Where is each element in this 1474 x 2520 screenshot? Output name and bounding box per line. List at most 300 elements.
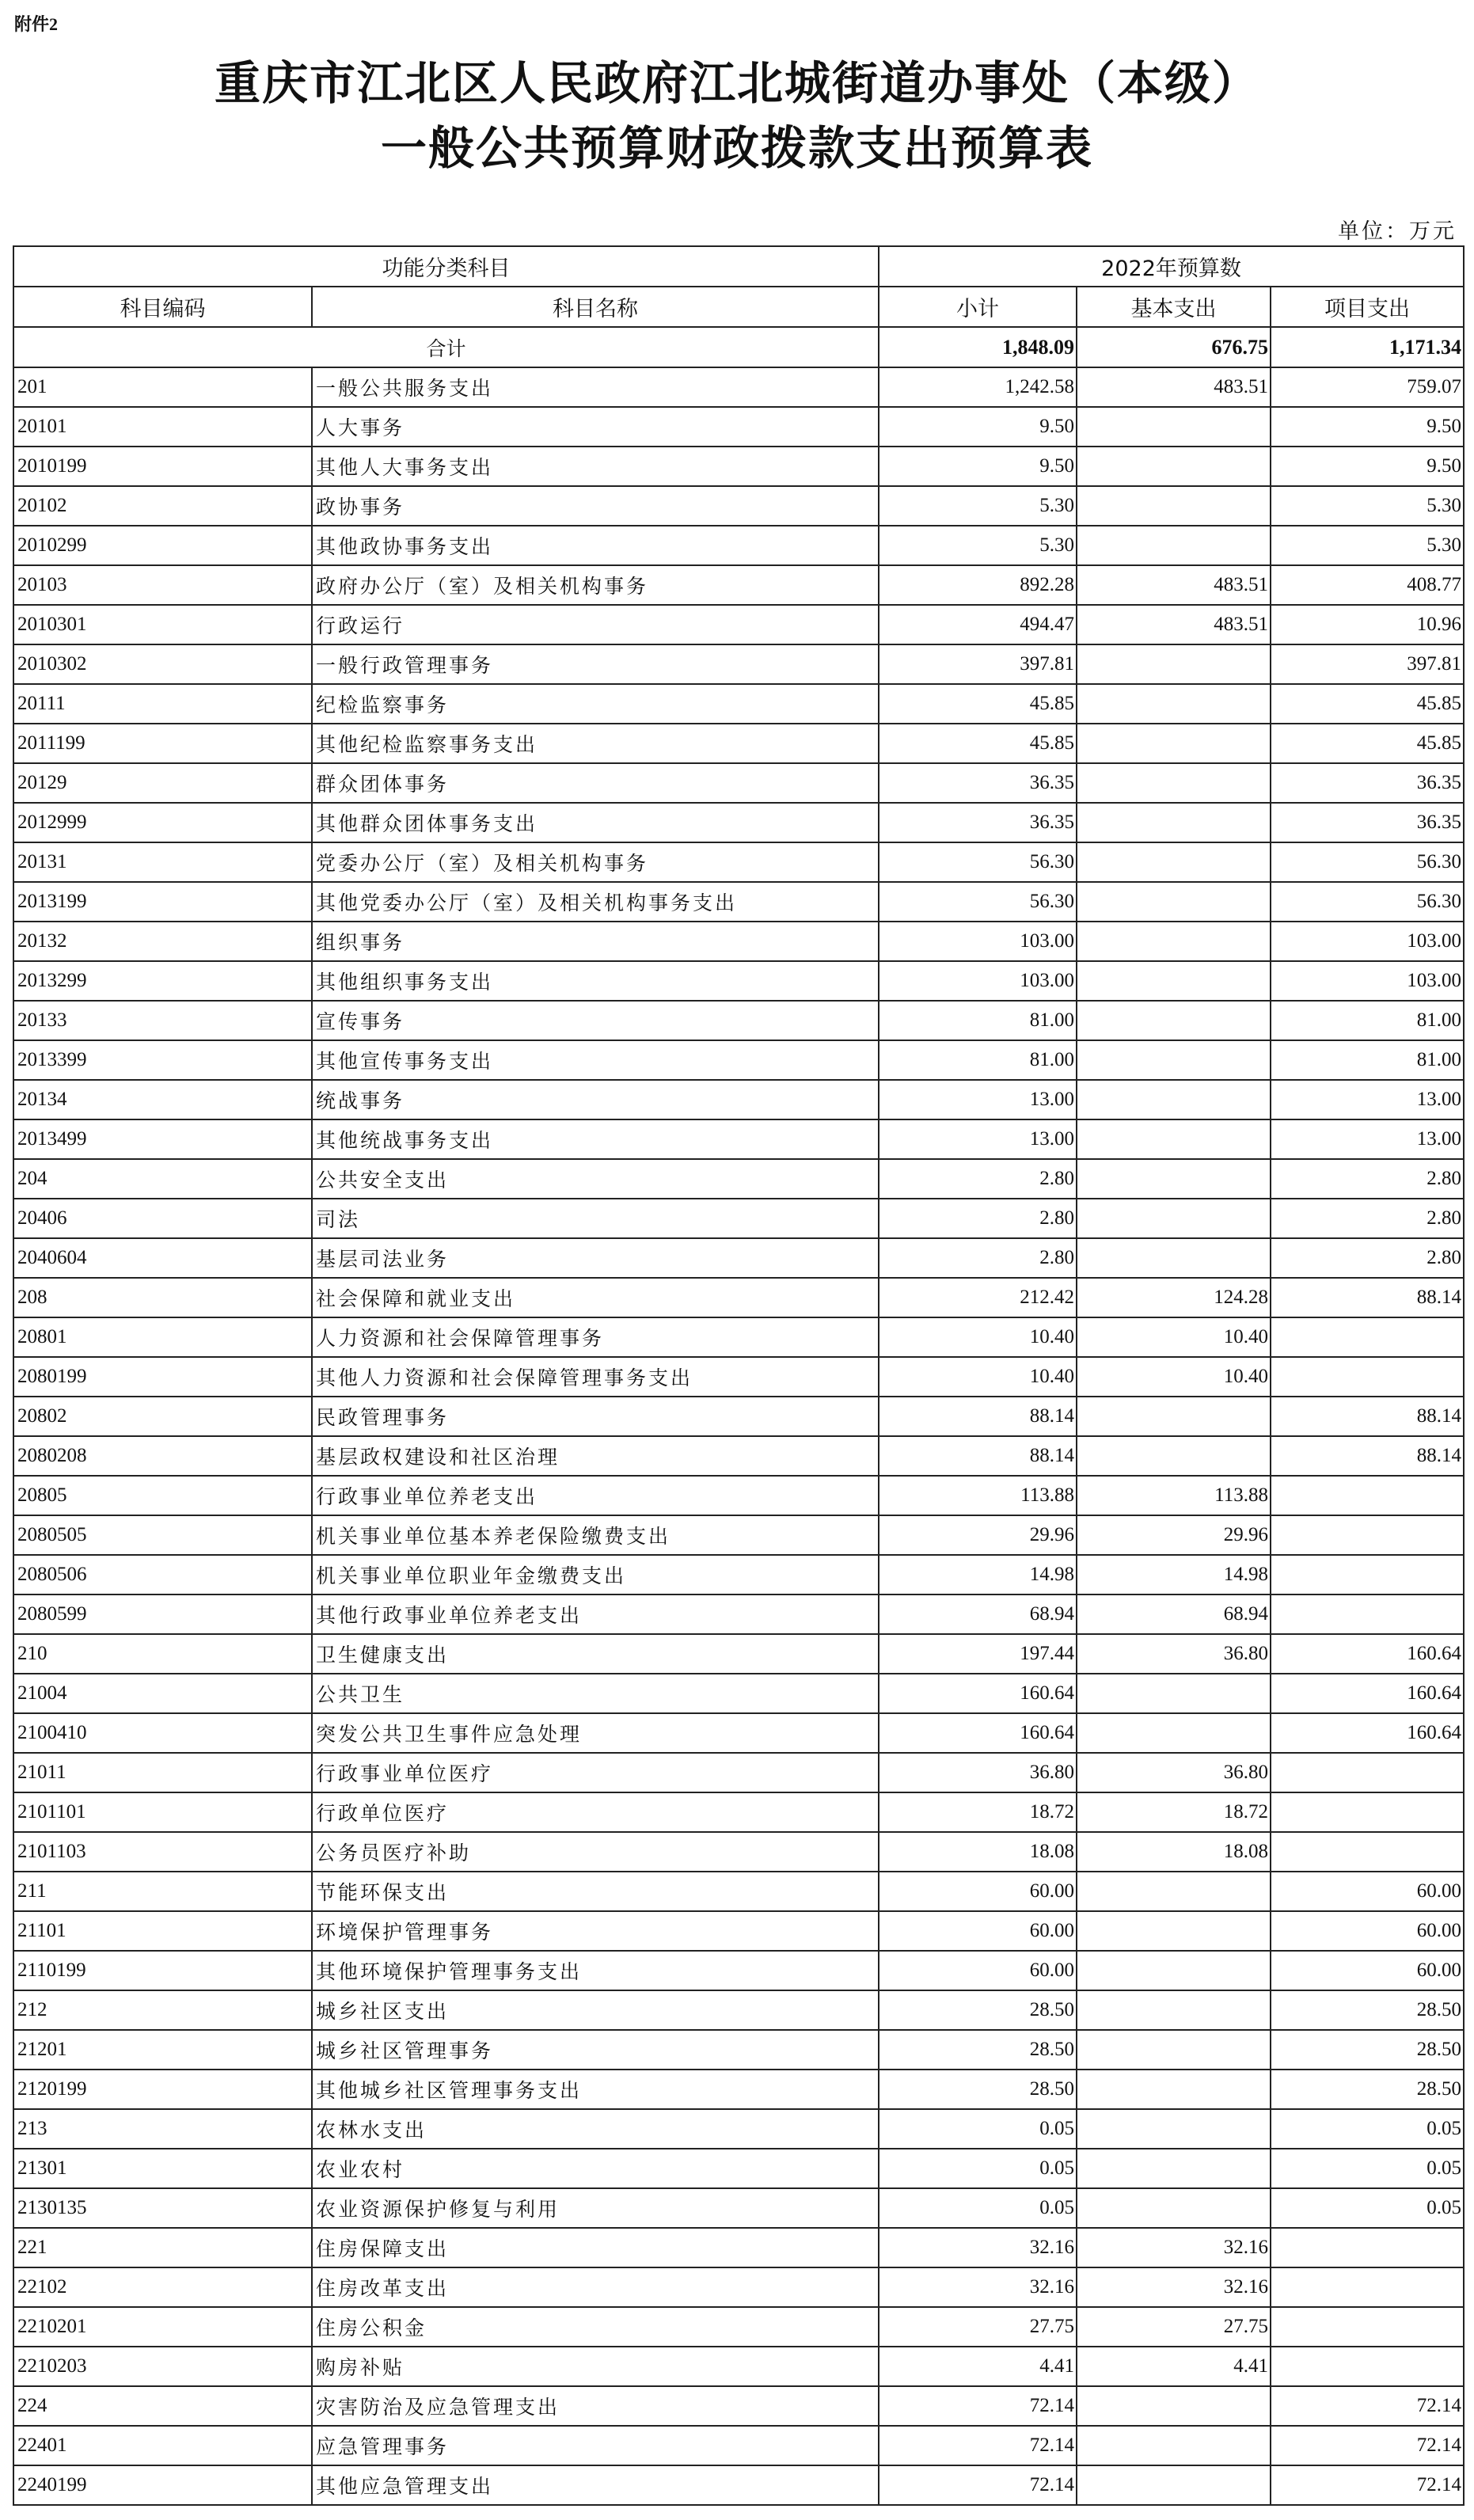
row-name: 住房公积金 [312, 2307, 879, 2347]
row-name: 一般行政管理事务 [312, 644, 879, 684]
table-row [13, 1753, 1464, 1792]
row-project: 28.50 [1271, 2070, 1464, 2109]
row-subtotal: 5.30 [879, 486, 1077, 526]
table-row [13, 407, 1464, 447]
row-project: 60.00 [1271, 1872, 1464, 1911]
row-name: 环境保护管理事务 [312, 1911, 879, 1951]
row-basic [1077, 2109, 1271, 2149]
row-subtotal: 45.85 [879, 684, 1077, 724]
table-row [13, 2347, 1464, 2386]
row-code: 2240199 [13, 2465, 312, 2505]
row-name: 灾害防治及应急管理支出 [312, 2386, 879, 2426]
total-basic: 676.75 [1077, 327, 1271, 367]
row-subtotal: 28.50 [879, 2030, 1077, 2070]
table-row [13, 367, 1464, 407]
row-subtotal: 72.14 [879, 2386, 1077, 2426]
row-project: 28.50 [1271, 1990, 1464, 2030]
row-name: 基层政权建设和社区治理 [312, 1436, 879, 1476]
row-name: 行政运行 [312, 605, 879, 644]
row-project: 2.80 [1271, 1238, 1464, 1278]
row-subtotal: 81.00 [879, 1001, 1077, 1040]
row-basic [1077, 2149, 1271, 2188]
table-row [13, 1238, 1464, 1278]
row-basic [1077, 842, 1271, 882]
row-code: 20129 [13, 763, 312, 803]
row-code: 213 [13, 2109, 312, 2149]
row-project: 103.00 [1271, 961, 1464, 1001]
row-basic: 68.94 [1077, 1594, 1271, 1634]
row-project: 0.05 [1271, 2109, 1464, 2149]
row-code: 2110199 [13, 1951, 312, 1990]
table-row [13, 1397, 1464, 1436]
row-subtotal: 160.64 [879, 1713, 1077, 1753]
row-basic: 29.96 [1077, 1515, 1271, 1555]
row-name: 行政单位医疗 [312, 1792, 879, 1832]
row-project: 759.07 [1271, 367, 1464, 407]
row-code: 20801 [13, 1317, 312, 1357]
total-project: 1,171.34 [1271, 327, 1464, 367]
row-code: 2101103 [13, 1832, 312, 1872]
row-basic [1077, 2465, 1271, 2505]
row-subtotal: 2.80 [879, 1238, 1077, 1278]
row-subtotal: 28.50 [879, 1990, 1077, 2030]
row-code: 224 [13, 2386, 312, 2426]
row-subtotal: 103.00 [879, 961, 1077, 1001]
row-subtotal: 103.00 [879, 922, 1077, 961]
row-name: 其他统战事务支出 [312, 1119, 879, 1159]
row-subtotal: 88.14 [879, 1436, 1077, 1476]
row-subtotal: 494.47 [879, 605, 1077, 644]
table-row [13, 1674, 1464, 1713]
row-name: 农业资源保护修复与利用 [312, 2188, 879, 2228]
row-code: 2080599 [13, 1594, 312, 1634]
row-name: 人大事务 [312, 407, 879, 447]
row-subtotal: 36.80 [879, 1753, 1077, 1792]
row-subtotal: 2.80 [879, 1159, 1077, 1199]
row-basic [1077, 1713, 1271, 1753]
row-project [1271, 2228, 1464, 2267]
row-code: 2210203 [13, 2347, 312, 2386]
row-basic [1077, 882, 1271, 922]
total-row [13, 327, 1464, 367]
row-basic [1077, 1951, 1271, 1990]
row-basic [1077, 1119, 1271, 1159]
row-basic [1077, 2070, 1271, 2109]
row-basic: 483.51 [1077, 367, 1271, 407]
table-row [13, 1119, 1464, 1159]
row-basic [1077, 803, 1271, 842]
row-project: 2.80 [1271, 1199, 1464, 1238]
table-row [13, 2030, 1464, 2070]
row-name: 其他宣传事务支出 [312, 1040, 879, 1080]
row-basic: 27.75 [1077, 2307, 1271, 2347]
table-row [13, 2267, 1464, 2307]
row-basic [1077, 1872, 1271, 1911]
row-name: 司法 [312, 1199, 879, 1238]
row-name: 住房保障支出 [312, 2228, 879, 2267]
row-code: 2013399 [13, 1040, 312, 1080]
row-name: 其他人力资源和社会保障管理事务支出 [312, 1357, 879, 1397]
basic-header: 基本支出 [1077, 287, 1271, 327]
row-code: 20134 [13, 1080, 312, 1119]
row-project [1271, 1594, 1464, 1634]
row-subtotal: 32.16 [879, 2228, 1077, 2267]
row-basic: 10.40 [1077, 1317, 1271, 1357]
row-name: 城乡社区管理事务 [312, 2030, 879, 2070]
row-code: 21004 [13, 1674, 312, 1713]
row-basic [1077, 1001, 1271, 1040]
row-code: 221 [13, 2228, 312, 2267]
row-code: 2011199 [13, 724, 312, 763]
row-project [1271, 1753, 1464, 1792]
table-row [13, 684, 1464, 724]
table-row [13, 1515, 1464, 1555]
table-row [13, 1357, 1464, 1397]
row-code: 21011 [13, 1753, 312, 1792]
row-basic: 36.80 [1077, 1634, 1271, 1674]
table-row [13, 486, 1464, 526]
row-basic [1077, 447, 1271, 486]
row-project: 72.14 [1271, 2426, 1464, 2465]
row-subtotal: 2.80 [879, 1199, 1077, 1238]
row-subtotal: 4.41 [879, 2347, 1077, 2386]
row-basic [1077, 1040, 1271, 1080]
row-subtotal: 160.64 [879, 1674, 1077, 1713]
row-basic: 14.98 [1077, 1555, 1271, 1594]
row-basic [1077, 1436, 1271, 1476]
row-project: 88.14 [1271, 1397, 1464, 1436]
row-name: 纪检监察事务 [312, 684, 879, 724]
row-basic [1077, 2188, 1271, 2228]
table-row [13, 565, 1464, 605]
table-row [13, 1436, 1464, 1476]
row-basic [1077, 1911, 1271, 1951]
row-subtotal: 88.14 [879, 1397, 1077, 1436]
row-basic [1077, 526, 1271, 565]
attachment-label: 附件2 [14, 14, 59, 34]
row-name: 农业农村 [312, 2149, 879, 2188]
row-name: 行政事业单位医疗 [312, 1753, 879, 1792]
table-row [13, 605, 1464, 644]
row-subtotal: 113.88 [879, 1476, 1077, 1515]
table-row [13, 1990, 1464, 2030]
table-row [13, 1040, 1464, 1080]
row-subtotal: 45.85 [879, 724, 1077, 763]
row-name: 群众团体事务 [312, 763, 879, 803]
table-row [13, 2307, 1464, 2347]
row-name: 组织事务 [312, 922, 879, 961]
row-subtotal: 397.81 [879, 644, 1077, 684]
table-row [13, 1594, 1464, 1634]
row-project: 72.14 [1271, 2386, 1464, 2426]
row-project [1271, 1832, 1464, 1872]
row-subtotal: 18.08 [879, 1832, 1077, 1872]
row-basic [1077, 2030, 1271, 2070]
row-subtotal: 0.05 [879, 2149, 1077, 2188]
row-basic: 113.88 [1077, 1476, 1271, 1515]
row-project: 9.50 [1271, 407, 1464, 447]
row-name: 社会保障和就业支出 [312, 1278, 879, 1317]
row-code: 20103 [13, 565, 312, 605]
row-basic [1077, 2386, 1271, 2426]
row-project [1271, 1515, 1464, 1555]
row-name: 其他应急管理支出 [312, 2465, 879, 2505]
row-project [1271, 2307, 1464, 2347]
row-basic [1077, 407, 1271, 447]
row-project [1271, 1476, 1464, 1515]
header-row-1 [13, 246, 1464, 287]
row-basic [1077, 486, 1271, 526]
row-basic: 483.51 [1077, 565, 1271, 605]
row-subtotal: 68.94 [879, 1594, 1077, 1634]
table-row [13, 1476, 1464, 1515]
row-subtotal: 56.30 [879, 842, 1077, 882]
row-name: 突发公共卫生事件应急处理 [312, 1713, 879, 1753]
row-code: 2013199 [13, 882, 312, 922]
unit-label: 单位：万元 [1338, 219, 1457, 244]
row-subtotal: 27.75 [879, 2307, 1077, 2347]
table-row [13, 961, 1464, 1001]
row-project: 36.35 [1271, 803, 1464, 842]
table-row [13, 2426, 1464, 2465]
name-header: 科目名称 [312, 287, 879, 327]
row-name: 其他组织事务支出 [312, 961, 879, 1001]
row-code: 2080208 [13, 1436, 312, 1476]
row-subtotal: 72.14 [879, 2426, 1077, 2465]
row-name: 其他行政事业单位养老支出 [312, 1594, 879, 1634]
table-row [13, 842, 1464, 882]
row-basic [1077, 1199, 1271, 1238]
row-basic: 10.40 [1077, 1357, 1271, 1397]
table-row [13, 1634, 1464, 1674]
row-subtotal: 9.50 [879, 407, 1077, 447]
row-subtotal: 60.00 [879, 1911, 1077, 1951]
row-subtotal: 32.16 [879, 2267, 1077, 2307]
row-project [1271, 1317, 1464, 1357]
row-name: 公共卫生 [312, 1674, 879, 1713]
row-code: 20805 [13, 1476, 312, 1515]
row-name: 统战事务 [312, 1080, 879, 1119]
row-basic: 18.08 [1077, 1832, 1271, 1872]
row-code: 2012999 [13, 803, 312, 842]
row-project: 13.00 [1271, 1119, 1464, 1159]
table-row [13, 922, 1464, 961]
row-basic [1077, 763, 1271, 803]
document-subtitle: 一般公共预算财政拨款支出预算表 [380, 121, 1093, 175]
row-basic [1077, 1159, 1271, 1199]
code-header: 科目编码 [13, 287, 312, 327]
row-code: 2010302 [13, 644, 312, 684]
table-row [13, 2149, 1464, 2188]
row-project: 0.05 [1271, 2149, 1464, 2188]
row-name: 其他人大事务支出 [312, 447, 879, 486]
subtotal-header: 小计 [879, 287, 1077, 327]
row-subtotal: 60.00 [879, 1872, 1077, 1911]
row-code: 22102 [13, 2267, 312, 2307]
row-project: 45.85 [1271, 684, 1464, 724]
row-name: 宣传事务 [312, 1001, 879, 1040]
row-code: 201 [13, 367, 312, 407]
row-code: 2080506 [13, 1555, 312, 1594]
row-basic [1077, 922, 1271, 961]
row-name: 其他政协事务支出 [312, 526, 879, 565]
row-basic [1077, 1674, 1271, 1713]
row-subtotal: 36.35 [879, 803, 1077, 842]
row-code: 212 [13, 1990, 312, 2030]
row-code: 2120199 [13, 2070, 312, 2109]
row-project: 28.50 [1271, 2030, 1464, 2070]
row-name: 其他城乡社区管理事务支出 [312, 2070, 879, 2109]
row-code: 2210201 [13, 2307, 312, 2347]
row-basic [1077, 1080, 1271, 1119]
row-project: 36.35 [1271, 763, 1464, 803]
row-subtotal: 72.14 [879, 2465, 1077, 2505]
project-header: 项目支出 [1271, 287, 1464, 327]
row-name: 机关事业单位基本养老保险缴费支出 [312, 1515, 879, 1555]
row-code: 2013499 [13, 1119, 312, 1159]
table-row [13, 1555, 1464, 1594]
row-project: 72.14 [1271, 2465, 1464, 2505]
row-subtotal: 13.00 [879, 1080, 1077, 1119]
row-code: 210 [13, 1634, 312, 1674]
row-project: 56.30 [1271, 882, 1464, 922]
row-name: 其他纪检监察事务支出 [312, 724, 879, 763]
row-project: 45.85 [1271, 724, 1464, 763]
row-subtotal: 9.50 [879, 447, 1077, 486]
row-project: 5.30 [1271, 486, 1464, 526]
row-subtotal: 18.72 [879, 1792, 1077, 1832]
row-subtotal: 5.30 [879, 526, 1077, 565]
row-basic [1077, 1990, 1271, 2030]
table-row [13, 724, 1464, 763]
row-project [1271, 1555, 1464, 1594]
table-row [13, 1001, 1464, 1040]
row-project: 160.64 [1271, 1634, 1464, 1674]
row-code: 2040604 [13, 1238, 312, 1278]
row-code: 208 [13, 1278, 312, 1317]
row-code: 2130135 [13, 2188, 312, 2228]
row-basic [1077, 644, 1271, 684]
row-basic: 4.41 [1077, 2347, 1271, 2386]
table-row [13, 803, 1464, 842]
row-code: 20102 [13, 486, 312, 526]
table-row [13, 1159, 1464, 1199]
row-name: 购房补贴 [312, 2347, 879, 2386]
row-subtotal: 14.98 [879, 1555, 1077, 1594]
row-code: 22401 [13, 2426, 312, 2465]
table-row [13, 2465, 1464, 2505]
row-project: 0.05 [1271, 2188, 1464, 2228]
row-code: 2010199 [13, 447, 312, 486]
table-row [13, 882, 1464, 922]
row-basic: 32.16 [1077, 2228, 1271, 2267]
row-name: 城乡社区支出 [312, 1990, 879, 2030]
row-name: 应急管理事务 [312, 2426, 879, 2465]
row-code: 2010299 [13, 526, 312, 565]
row-code: 20101 [13, 407, 312, 447]
row-code: 21301 [13, 2149, 312, 2188]
row-basic: 18.72 [1077, 1792, 1271, 1832]
table-row [13, 1911, 1464, 1951]
row-basic [1077, 1238, 1271, 1278]
row-project: 81.00 [1271, 1001, 1464, 1040]
total-subtotal: 1,848.09 [879, 327, 1077, 367]
row-subtotal: 13.00 [879, 1119, 1077, 1159]
row-basic [1077, 1397, 1271, 1436]
row-subtotal: 197.44 [879, 1634, 1077, 1674]
table-row [13, 1832, 1464, 1872]
row-name: 公务员医疗补助 [312, 1832, 879, 1872]
table-row [13, 1713, 1464, 1753]
row-basic: 483.51 [1077, 605, 1271, 644]
table-row [13, 1317, 1464, 1357]
total-label: 合计 [13, 327, 879, 367]
table-row [13, 763, 1464, 803]
table-row [13, 1951, 1464, 1990]
row-name: 党委办公厅（室）及相关机构事务 [312, 842, 879, 882]
row-project: 2.80 [1271, 1159, 1464, 1199]
row-name: 卫生健康支出 [312, 1634, 879, 1674]
row-code: 21201 [13, 2030, 312, 2070]
row-project: 81.00 [1271, 1040, 1464, 1080]
row-project: 88.14 [1271, 1436, 1464, 1476]
table-row [13, 2109, 1464, 2149]
row-project: 160.64 [1271, 1674, 1464, 1713]
row-project [1271, 2267, 1464, 2307]
row-code: 20111 [13, 684, 312, 724]
table-row [13, 1080, 1464, 1119]
row-code: 20133 [13, 1001, 312, 1040]
row-subtotal: 892.28 [879, 565, 1077, 605]
table-row [13, 2386, 1464, 2426]
row-code: 21101 [13, 1911, 312, 1951]
row-subtotal: 29.96 [879, 1515, 1077, 1555]
row-code: 2100410 [13, 1713, 312, 1753]
row-code: 204 [13, 1159, 312, 1199]
row-code: 2101101 [13, 1792, 312, 1832]
table-row [13, 2188, 1464, 2228]
row-project: 60.00 [1271, 1911, 1464, 1951]
table-row [13, 1872, 1464, 1911]
row-subtotal: 0.05 [879, 2188, 1077, 2228]
row-project: 103.00 [1271, 922, 1464, 961]
row-basic [1077, 684, 1271, 724]
row-basic: 124.28 [1077, 1278, 1271, 1317]
row-name: 公共安全支出 [312, 1159, 879, 1199]
row-subtotal: 36.35 [879, 763, 1077, 803]
row-subtotal: 60.00 [879, 1951, 1077, 1990]
row-code: 20406 [13, 1199, 312, 1238]
row-project [1271, 1792, 1464, 1832]
row-name: 政府办公厅（室）及相关机构事务 [312, 565, 879, 605]
row-code: 20802 [13, 1397, 312, 1436]
row-code: 20132 [13, 922, 312, 961]
row-name: 农林水支出 [312, 2109, 879, 2149]
row-subtotal: 56.30 [879, 882, 1077, 922]
row-project: 10.96 [1271, 605, 1464, 644]
row-name: 节能环保支出 [312, 1872, 879, 1911]
row-basic: 32.16 [1077, 2267, 1271, 2307]
table-row [13, 2228, 1464, 2267]
row-name: 政协事务 [312, 486, 879, 526]
budget-table [13, 245, 1465, 2506]
table-row [13, 1792, 1464, 1832]
row-project: 5.30 [1271, 526, 1464, 565]
row-subtotal: 1,242.58 [879, 367, 1077, 407]
row-project [1271, 1357, 1464, 1397]
table-row [13, 526, 1464, 565]
row-project: 397.81 [1271, 644, 1464, 684]
